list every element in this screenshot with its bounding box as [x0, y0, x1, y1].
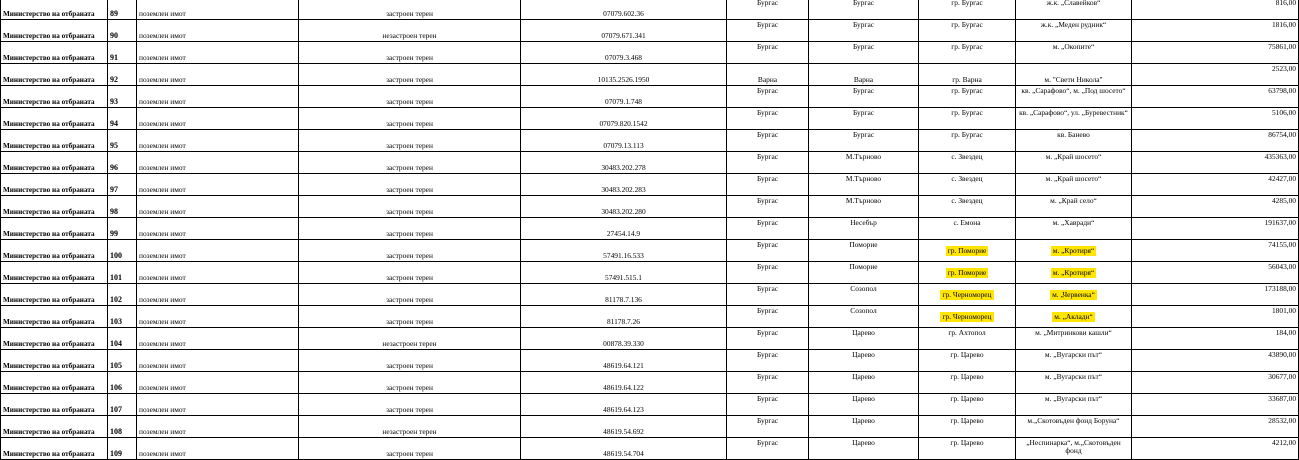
place-cell: гр. Царево [919, 394, 1016, 416]
cadastral-id-cell: 27454.14.9 [521, 218, 727, 240]
row-number-cell: 107 [108, 394, 137, 416]
region-cell: Бургас [727, 174, 809, 196]
status-cell: застроен терен [299, 240, 521, 262]
municipality-cell: Царево [809, 372, 919, 394]
table-row [1, 240, 1299, 262]
table-row [1, 108, 1299, 130]
region-cell: Бургас [727, 42, 809, 64]
property-type-cell: поземлен имот [137, 416, 299, 438]
locality-cell: м. „Хавради“ [1016, 218, 1132, 240]
region-cell: Бургас [727, 108, 809, 130]
row-number-cell: 99 [108, 218, 137, 240]
area-cell: 816,00 [1132, 0, 1299, 20]
owner-cell: Министерство на отбраната [1, 130, 108, 152]
municipality-cell: Бургас [809, 20, 919, 42]
status-cell: застроен терен [299, 350, 521, 372]
row-number-cell: 105 [108, 350, 137, 372]
table-row [1, 306, 1299, 328]
municipality-cell: Поморие [809, 262, 919, 284]
cadastral-id-cell: 30483.202.283 [521, 174, 727, 196]
region-cell: Бургас [727, 240, 809, 262]
status-cell: застроен терен [299, 0, 521, 20]
table-row [1, 196, 1299, 218]
cadastral-id-cell: 48619.54.692 [521, 416, 727, 438]
region-cell: Бургас [727, 218, 809, 240]
owner-cell: Министерство на отбраната [1, 0, 108, 20]
locality-cell: ж.к. „Славейков“ [1016, 0, 1132, 20]
status-cell: застроен терен [299, 218, 521, 240]
municipality-cell: М.Търново [809, 152, 919, 174]
cadastral-id-cell: 30483.202.278 [521, 152, 727, 174]
table-row [1, 20, 1299, 42]
status-cell: застроен терен [299, 130, 521, 152]
cadastral-id-cell: 30483.202.280 [521, 196, 727, 218]
row-number-cell: 108 [108, 416, 137, 438]
cadastral-id-cell: 57491.515.1 [521, 262, 727, 284]
place-cell: гр. Царево [919, 438, 1016, 460]
row-number-cell: 93 [108, 86, 137, 108]
municipality-cell: Царево [809, 416, 919, 438]
municipality-cell: Созопол [809, 306, 919, 328]
row-number-cell: 106 [108, 372, 137, 394]
property-type-cell: поземлен имот [137, 42, 299, 64]
owner-cell: Министерство на отбраната [1, 262, 108, 284]
cadastral-id-cell: 48619.64.123 [521, 394, 727, 416]
row-number-cell: 95 [108, 130, 137, 152]
locality-cell: кв. „Сарафово“, ул. „Буревестник“ [1016, 108, 1132, 130]
owner-cell: Министерство на отбраната [1, 64, 108, 86]
cadastral-id-cell: 07079.602.36 [521, 0, 727, 20]
locality-cell: м. „Край шосето“ [1016, 152, 1132, 174]
highlighted-text: м. „Кротиря“ [1052, 268, 1095, 277]
property-type-cell: поземлен имот [137, 240, 299, 262]
area-cell: 5106,00 [1132, 108, 1299, 130]
owner-cell: Министерство на отбраната [1, 20, 108, 42]
locality-cell: м. „Окопите“ [1016, 42, 1132, 64]
locality-cell: м. „Вугарски път“ [1016, 394, 1132, 416]
area-cell: 2523,00 [1132, 64, 1299, 86]
locality-cell [1016, 262, 1132, 284]
region-cell: Бургас [727, 262, 809, 284]
owner-cell: Министерство на отбраната [1, 394, 108, 416]
row-number-cell: 96 [108, 152, 137, 174]
locality-cell [1016, 284, 1132, 306]
place-cell: гр. Царево [919, 372, 1016, 394]
area-cell: 30677,00 [1132, 372, 1299, 394]
property-type-cell: поземлен имот [137, 394, 299, 416]
cadastral-id-cell: 00878.39.330 [521, 328, 727, 350]
cadastral-id-cell: 57491.16.533 [521, 240, 727, 262]
status-cell: застроен терен [299, 284, 521, 306]
row-number-cell: 104 [108, 328, 137, 350]
place-cell: с. Звездец [919, 174, 1016, 196]
table-row [1, 416, 1299, 438]
table-row [1, 328, 1299, 350]
status-cell: застроен терен [299, 108, 521, 130]
municipality-cell: Созопол [809, 284, 919, 306]
owner-cell: Министерство на отбраната [1, 240, 108, 262]
status-cell: застроен терен [299, 262, 521, 284]
property-type-cell: поземлен имот [137, 20, 299, 42]
municipality-cell: Несебър [809, 218, 919, 240]
cadastral-id-cell: 07079.671.341 [521, 20, 727, 42]
highlighted-text: м. „Акладн“ [1054, 312, 1093, 321]
cadastral-id-cell: 07079.3.468 [521, 42, 727, 64]
area-cell: 1816,00 [1132, 20, 1299, 42]
property-type-cell: поземлен имот [137, 284, 299, 306]
highlighted-text: м. „Кротиря“ [1052, 246, 1095, 255]
cadastral-id-cell: 81178.7.26 [521, 306, 727, 328]
cadastral-id-cell: 48619.64.122 [521, 372, 727, 394]
row-number-cell: 97 [108, 174, 137, 196]
place-cell: с. Емона [919, 218, 1016, 240]
locality-cell: м. „Вугарски път“ [1016, 372, 1132, 394]
region-cell: Бургас [727, 394, 809, 416]
area-cell: 184,00 [1132, 328, 1299, 350]
cadastral-id-cell: 07079.13.113 [521, 130, 727, 152]
locality-cell [1016, 240, 1132, 262]
status-cell: застроен терен [299, 152, 521, 174]
property-type-cell: поземлен имот [137, 306, 299, 328]
locality-cell: м. „Край село“ [1016, 196, 1132, 218]
property-type-cell: поземлен имот [137, 64, 299, 86]
owner-cell: Министерство на отбраната [1, 416, 108, 438]
table-row [1, 130, 1299, 152]
property-type-cell: поземлен имот [137, 130, 299, 152]
row-number-cell: 109 [108, 438, 137, 460]
area-cell: 33687,00 [1132, 394, 1299, 416]
owner-cell: Министерство на отбраната [1, 108, 108, 130]
locality-cell: кв. Банево [1016, 130, 1132, 152]
place-cell: гр. Царево [919, 416, 1016, 438]
status-cell: застроен терен [299, 196, 521, 218]
table-row [1, 394, 1299, 416]
area-cell: 42427,00 [1132, 174, 1299, 196]
municipality-cell: Царево [809, 394, 919, 416]
region-cell: Бургас [727, 372, 809, 394]
area-cell: 435363,00 [1132, 152, 1299, 174]
owner-cell: Министерство на отбраната [1, 86, 108, 108]
area-cell: 28532,00 [1132, 416, 1299, 438]
locality-cell: ж.к. „Меден рудник“ [1016, 20, 1132, 42]
area-cell: 43890,00 [1132, 350, 1299, 372]
region-cell: Бургас [727, 20, 809, 42]
municipality-cell: М.Търново [809, 174, 919, 196]
property-type-cell: поземлен имот [137, 262, 299, 284]
region-cell: Бургас [727, 328, 809, 350]
highlighted-text: гр. Черноморец [942, 312, 992, 321]
owner-cell: Министерство на отбраната [1, 438, 108, 460]
place-cell [919, 284, 1016, 306]
status-cell: незастроен терен [299, 328, 521, 350]
cadastral-id-cell: 48619.64.121 [521, 350, 727, 372]
row-number-cell: 90 [108, 20, 137, 42]
property-type-cell: поземлен имот [137, 438, 299, 460]
area-cell: 4212,00 [1132, 438, 1299, 460]
owner-cell: Министерство на отбраната [1, 152, 108, 174]
locality-cell: м. "Свети Никола" [1016, 64, 1132, 86]
locality-cell [1016, 306, 1132, 328]
table-row [1, 284, 1299, 306]
status-cell: незастроен терен [299, 20, 521, 42]
municipality-cell: Бургас [809, 42, 919, 64]
place-cell: гр. Бургас [919, 108, 1016, 130]
region-cell: Бургас [727, 86, 809, 108]
municipality-cell: Царево [809, 328, 919, 350]
highlighted-text: гр. Черноморец [942, 290, 992, 299]
municipality-cell: М.Търново [809, 196, 919, 218]
table-row [1, 174, 1299, 196]
region-cell: Бургас [727, 350, 809, 372]
owner-cell: Министерство на отбраната [1, 350, 108, 372]
row-number-cell: 101 [108, 262, 137, 284]
cadastral-id-cell: 48619.54.704 [521, 438, 727, 460]
place-cell: гр. Ахтопол [919, 328, 1016, 350]
status-cell: застроен терен [299, 438, 521, 460]
status-cell: застроен терен [299, 86, 521, 108]
area-cell: 86754,00 [1132, 130, 1299, 152]
property-type-cell: поземлен имот [137, 328, 299, 350]
place-cell: гр. Бургас [919, 20, 1016, 42]
row-number-cell: 98 [108, 196, 137, 218]
area-cell: 74155,00 [1132, 240, 1299, 262]
property-type-cell: поземлен имот [137, 86, 299, 108]
owner-cell: Министерство на отбраната [1, 196, 108, 218]
status-cell: застроен терен [299, 306, 521, 328]
place-cell: с. Звездец [919, 152, 1016, 174]
table-row [1, 0, 1299, 20]
municipality-cell: Поморие [809, 240, 919, 262]
property-type-cell: поземлен имот [137, 218, 299, 240]
area-cell: 56043,00 [1132, 262, 1299, 284]
status-cell: застроен терен [299, 372, 521, 394]
municipality-cell: Царево [809, 438, 919, 460]
table-row [1, 218, 1299, 240]
place-cell [919, 262, 1016, 284]
place-cell: гр. Варна [919, 64, 1016, 86]
owner-cell: Министерство на отбраната [1, 42, 108, 64]
place-cell: гр. Бургас [919, 130, 1016, 152]
locality-cell: м.„Скотовъден фонд Боруна“ [1016, 416, 1132, 438]
table-row [1, 64, 1299, 86]
row-number-cell: 89 [108, 0, 137, 20]
status-cell: застроен терен [299, 174, 521, 196]
place-cell: гр. Бургас [919, 86, 1016, 108]
owner-cell: Министерство на отбраната [1, 284, 108, 306]
property-type-cell: поземлен имот [137, 108, 299, 130]
owner-cell: Министерство на отбраната [1, 306, 108, 328]
row-number-cell: 102 [108, 284, 137, 306]
municipality-cell: Бургас [809, 130, 919, 152]
property-type-cell: поземлен имот [137, 350, 299, 372]
highlighted-text: гр. Поморие [947, 268, 987, 277]
row-number-cell: 91 [108, 42, 137, 64]
locality-cell: кв. „Сарафово“, м. „Под шосето“ [1016, 86, 1132, 108]
area-cell: 191637,00 [1132, 218, 1299, 240]
highlighted-text: гр. Поморие [947, 246, 987, 255]
row-number-cell: 100 [108, 240, 137, 262]
place-cell [919, 306, 1016, 328]
region-cell: Бургас [727, 196, 809, 218]
municipality-cell: Варна [809, 64, 919, 86]
row-number-cell: 103 [108, 306, 137, 328]
status-cell: застроен терен [299, 42, 521, 64]
area-cell: 63798,00 [1132, 86, 1299, 108]
region-cell: Бургас [727, 306, 809, 328]
table-row [1, 42, 1299, 64]
status-cell: застроен терен [299, 64, 521, 86]
region-cell: Варна [727, 64, 809, 86]
status-cell: застроен терен [299, 394, 521, 416]
table-body [1, 0, 1299, 460]
property-type-cell: поземлен имот [137, 0, 299, 20]
area-cell: 1801,00 [1132, 306, 1299, 328]
region-cell: Бургас [727, 0, 809, 20]
table-row [1, 372, 1299, 394]
region-cell: Бургас [727, 416, 809, 438]
row-number-cell: 94 [108, 108, 137, 130]
property-type-cell: поземлен имот [137, 152, 299, 174]
owner-cell: Министерство на отбраната [1, 218, 108, 240]
region-cell: Бургас [727, 284, 809, 306]
table-row [1, 86, 1299, 108]
cadastral-id-cell: 07079.1.748 [521, 86, 727, 108]
region-cell: Бургас [727, 438, 809, 460]
place-cell: гр. Царево [919, 350, 1016, 372]
cadastral-id-cell: 10135.2526.1950 [521, 64, 727, 86]
owner-cell: Министерство на отбраната [1, 328, 108, 350]
cadastral-id-cell: 81178.7.136 [521, 284, 727, 306]
region-cell: Бургас [727, 152, 809, 174]
municipality-cell: Бургас [809, 108, 919, 130]
place-cell: гр. Бургас [919, 0, 1016, 20]
place-cell [919, 240, 1016, 262]
property-type-cell: поземлен имот [137, 196, 299, 218]
municipality-cell: Царево [809, 350, 919, 372]
property-type-cell: поземлен имот [137, 174, 299, 196]
locality-cell: м. „Край шосето“ [1016, 174, 1132, 196]
locality-cell: м. „Митринкови кашли“ [1016, 328, 1132, 350]
table-row [1, 262, 1299, 284]
area-cell: 75861,00 [1132, 42, 1299, 64]
locality-cell: м. „Вугарски път“ [1016, 350, 1132, 372]
table-row [1, 438, 1299, 460]
place-cell: с. Звездец [919, 196, 1016, 218]
row-number-cell: 92 [108, 64, 137, 86]
locality-cell: „Неспинарка“, м.„Скотовъден фонд [1016, 438, 1132, 460]
highlighted-text: м. „Червенка“ [1052, 290, 1095, 299]
table-row [1, 152, 1299, 174]
owner-cell: Министерство на отбраната [1, 372, 108, 394]
region-cell: Бургас [727, 130, 809, 152]
owner-cell: Министерство на отбраната [1, 174, 108, 196]
area-cell: 4285,00 [1132, 196, 1299, 218]
property-type-cell: поземлен имот [137, 372, 299, 394]
area-cell: 173188,00 [1132, 284, 1299, 306]
municipality-cell: Бургас [809, 86, 919, 108]
municipality-cell: Бургас [809, 0, 919, 20]
cadastral-id-cell: 07079.820.1542 [521, 108, 727, 130]
status-cell: незастроен терен [299, 416, 521, 438]
table-row [1, 350, 1299, 372]
place-cell: гр. Бургас [919, 42, 1016, 64]
